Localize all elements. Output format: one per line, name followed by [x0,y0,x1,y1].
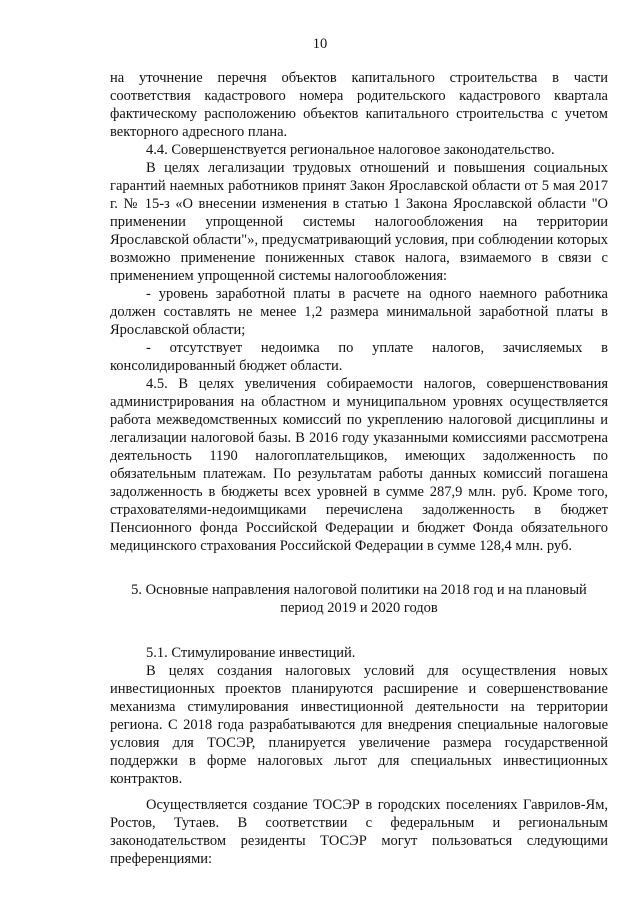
section-heading: 5. Основные направления налоговой политики на 2018 год и на плановый период 2019 и 2020 годов [131,582,587,616]
page-number: 10 [312,36,328,52]
paragraph-continuation: на уточнение перечня объектов капитального строительства в части соответствия кадастрового номера родительского кадастрового квартала фактическому расположению объектов капитального строительства с учетом векторного адресного плана. [110,70,608,140]
page-content [110,69,608,868]
paragraph-5-1: 5.1. Стимулирование инвестиций. [146,645,356,661]
list-item-wage-condition: - уровень заработной платы в расчете на одного наемного работника должен составлять не менее 1,2 размера минимальной заработной платы в Ярославской области; [110,286,608,338]
list-item-arrears-condition: - отсутствует недоимка по уплате налогов, зачисляемых в консолидированный бюджет области. [110,340,608,374]
paragraph-law-adoption: В целях легализации трудовых отношений и повышения социальных гарантий наемных работников принят Закон Ярославской области от 5 мая 2017 г. № 15-з «О внесении изменения в статью 1 Закона Ярославской области "О применении упрощенной системы налогообложения на территории Ярославской области"», предусматривающий условия, при соблюдении которых возможно применение пониженных ставок налога, взимаемого в связи с применением упрощенной системы налогообложения: [110,160,608,284]
paragraph-4-4: 4.4. Совершенствуется региональное налоговое законодательство. [146,142,555,158]
paragraph-tosed-creation: Осуществляется создание ТОСЭР в городских поселениях Гаврилов-Ям, Ростов, Тутаев. В соответствии с федеральным и региональным законодательством резиденты ТОСЭР могут пользоваться следующими преференциями: [110,797,608,867]
paragraph-investment-conditions: В целях создания налоговых условий для осуществления новых инвестиционных проектов планируются расширение и совершенствование механизма стимулирования инвестиционной деятельности на территории региона. С 2018 года разрабатываются для внедрения специальные налоговые условия для ТОСЭР, планируется увеличение размера государственной поддержки в форме налоговых льгот для специальных инвестиционных контрактов. [110,663,608,787]
paragraph-4-5: 4.5. В целях увеличения собираемости налогов, совершенствования администрирования на областном и муниципальном уровнях осуществляется работа межведомственных комиссий по укреплению налоговой дисциплины и легализации налоговой базы. В 2016 году указанными комиссиями рассмотрена деятельность 1190 налогоплательщиков, имеющих задолженность по обязательным платежам. По результатам работы данных комиссий погашена задолженность в бюджеты всех уровней в сумме 287,9 млн. руб. Кроме того, страхователями-недоимщиками перечислена задолженность в бюджет Пенсионного фонда Российской Федерации и бюджет Фонда обязательного медицинского страхования Российской Федерации в сумме 128,4 млн. руб. [110,376,608,554]
